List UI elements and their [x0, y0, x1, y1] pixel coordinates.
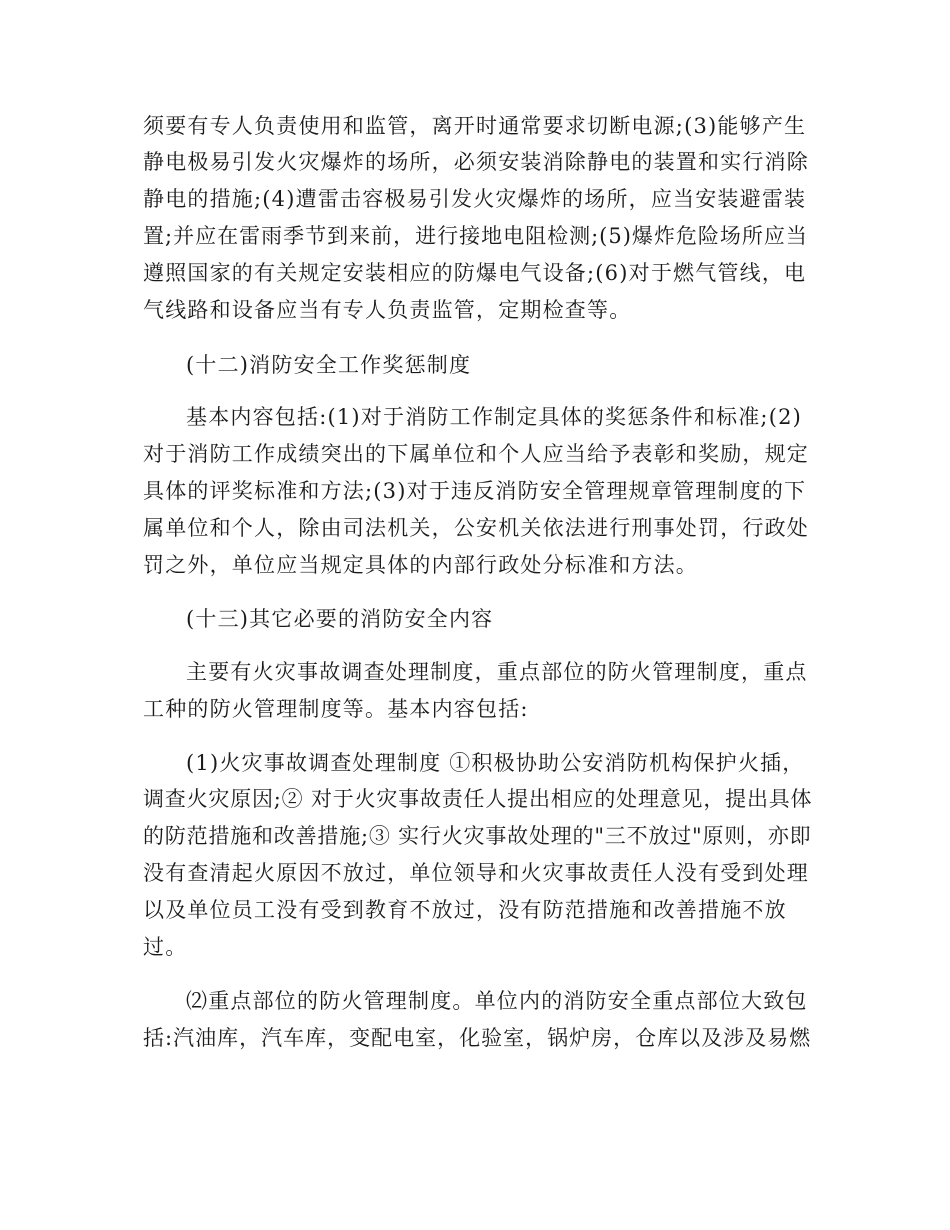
text-line: 以及单位员工没有受到教育不放过，没有防范措施和改善措施不放: [143, 898, 787, 922]
text-line: 过。: [143, 935, 188, 959]
text-line: 静电的措施;(4)遭雷击容极易引发火灾爆炸的场所，应当安装避雷装: [143, 187, 807, 211]
text-line: (1)火灾事故调查处理制度 ①积极协助公安消防机构保护火插，: [186, 751, 805, 775]
text-line: 罚之外，单位应当规定具体的内部行政处分标准和方法。: [143, 553, 698, 577]
text-line: 主要有火灾事故调查处理制度，重点部位的防火管理制度，重点: [186, 660, 808, 684]
text-line: 属单位和个人，除由司法机关，公安机关依法进行刑事处罚，行政处: [143, 516, 809, 540]
section-heading-12: (十二)消防安全工作奖惩制度: [186, 353, 472, 377]
text-line: 气线路和设备应当有专人负责监管，定期检查等。: [143, 298, 632, 322]
text-line: 调查火灾原因;② 对于火灾事故责任人提出相应的处理意见，提出具体: [143, 787, 813, 811]
text-line: 须要有专人负责使用和监管，离开时通常要求切断电源;(3)能够产生: [143, 114, 807, 138]
text-line: 工种的防火管理制度等。基本内容包括:: [143, 697, 529, 721]
text-line: 的防范措施和改善措施;③ 实行火灾事故处理的"三不放过"原则，亦即: [143, 824, 812, 848]
text-line: 括:汽油库，汽车库，变配电室，化验室，锅炉房，仓库以及涉及易燃: [143, 1026, 812, 1050]
text-line: ⑵重点部位的防火管理制度。单位内的消防安全重点部位大致包: [186, 989, 808, 1013]
text-line: 没有查清起火原因不放过，单位领导和火灾事故责任人没有受到处理: [143, 861, 809, 885]
text-line: 遵照国家的有关规定安装相应的防爆电气设备;(6)对于燃气管线，电: [143, 261, 807, 285]
text-line: 对于消防工作成绩突出的下属单位和个人应当给予表彰和奖励，规定: [143, 442, 809, 466]
section-heading-13: (十三)其它必要的消防安全内容: [186, 607, 494, 631]
text-line: 置;并应在雷雨季节到来前，进行接地电阻检测;(5)爆炸危险场所应当: [143, 224, 808, 248]
text-line: 具体的评奖标准和方法;(3)对于违反消防安全管理规章管理制度的下: [143, 479, 807, 503]
text-line: 基本内容包括:(1)对于消防工作制定具体的奖惩条件和标准;(2): [186, 405, 803, 429]
text-line: 静电极易引发火灾爆炸的场所，必须安装消除静电的装置和实行消除: [143, 150, 809, 174]
